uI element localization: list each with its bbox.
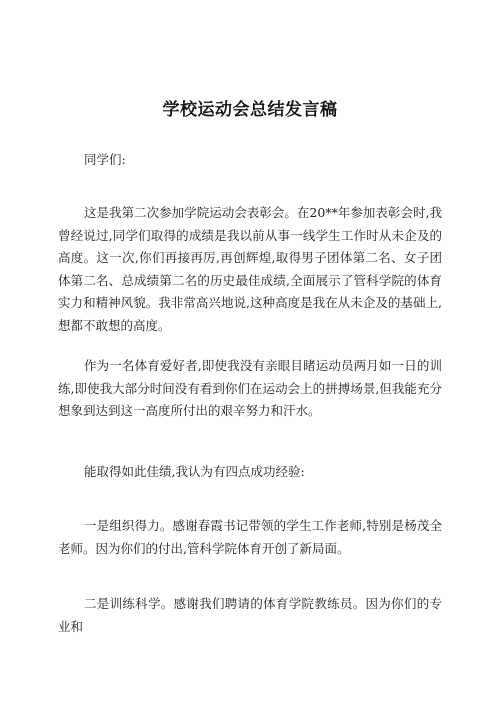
paragraph-5: 二是训练科学。感谢我们聘请的体育学院教练员。因为你们的专业和 [58, 596, 442, 634]
paragraph-3: 能取得如此佳绩,我认为有四点成功经验: [84, 464, 305, 479]
greeting: 同学们: [84, 152, 126, 167]
paragraph-2: 作为一名体育爱好者,即使我没有亲眼目睹运动员两月如一日的训练,即使我大部分时间没有看到你们在运动会上的拼搏场景,但我能充分想象到达到这一高度所付出的艰辛努力和汗水。 [58, 358, 442, 418]
paragraph-4: 一是组织得力。感谢春霞书记带领的学生工作老师,特别是杨茂全老师。因为你们的付出,管科学院体育开创了新局面。 [58, 518, 442, 556]
document-title: 学校运动会总结发言稿 [162, 100, 338, 120]
paragraph-1: 这是我第二次参加学院运动会表彰会。在20**年参加表彰会时,我曾经说过,同学们取得的成绩是我以前从事一线学生工作时从未企及的高度。这一次,你们再接再厉,再创辉煌,取得男子团体第二名、女子团体第二名、总成绩第二名的历史最佳成绩,全面展示了管科学院的体育实力和精神风貌。我非常高兴地说,这种高度是我在从未企及的基础上,想都不敢想的高度。 [58, 205, 442, 333]
